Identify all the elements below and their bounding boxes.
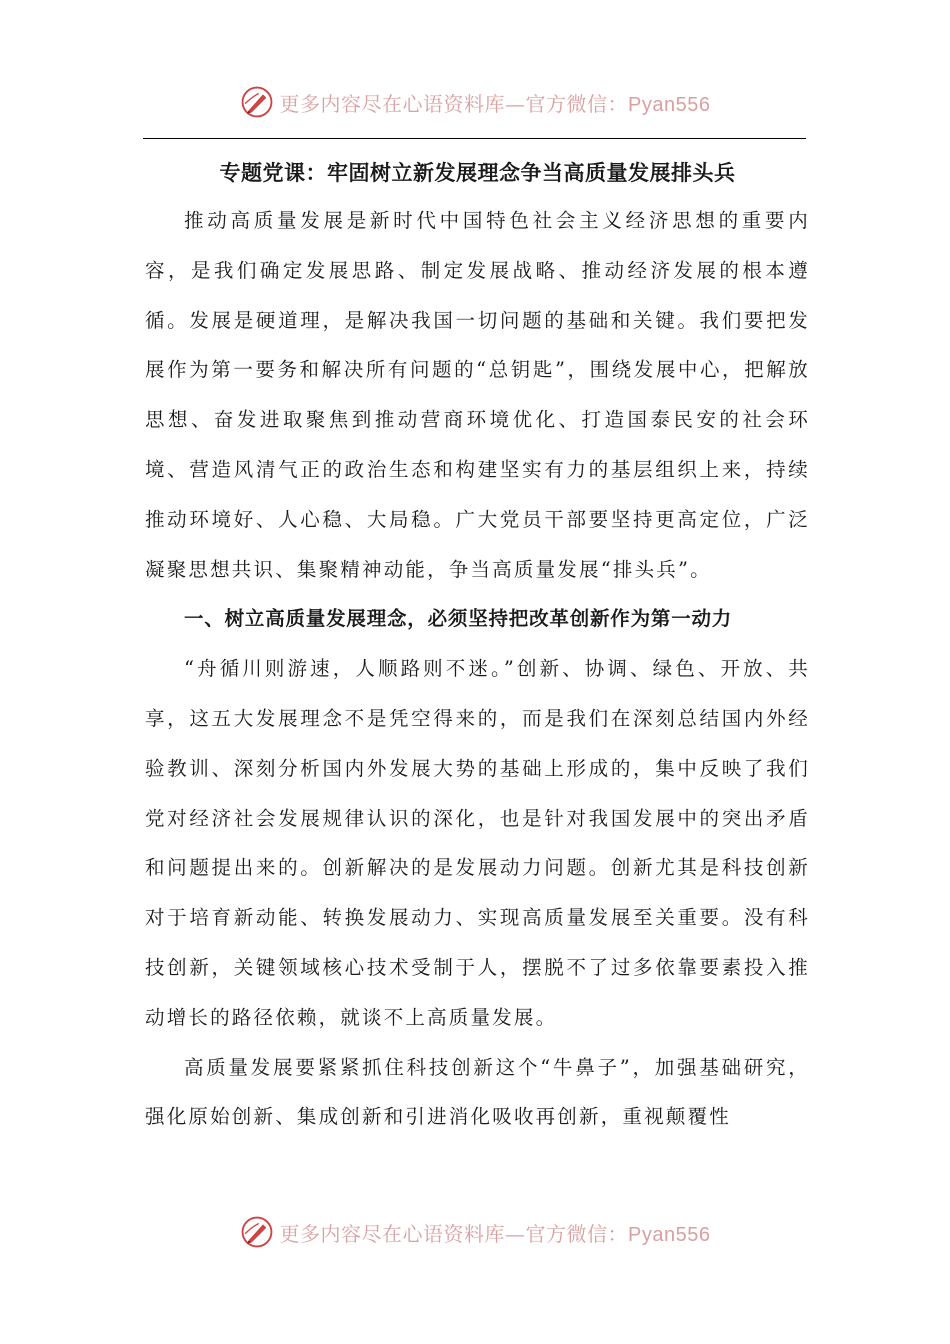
- section-heading-1: 一、树立高质量发展理念，必须坚持把改革创新作为第一动力: [184, 607, 733, 631]
- watermark-suffix: 官方微信：: [525, 91, 629, 116]
- pen-logo-icon: [240, 85, 274, 119]
- watermark-dash: —: [505, 91, 526, 116]
- section1-paragraph-1: “舟循川则游速，人顺路则不迷。”创新、协调、绿色、开放、共享，这五大发展理念不是凭空得来的，而是我们在深刻总结国内外经验教训、深刻分析国内外发展大势的基础上形成的，集中反映了我们党对经济社会发展规律认识的深化，也是针对我国发展中的突出矛盾和问题提出来的。创新解决的是发展动力问题。创新尤其是科技创新对于培育新动能、转换发展动力、实现高质量发展至关重要。没有科技创新，关键领域核心技术受制于人，摆脱不了过多依靠要素投入推动增长的路径依赖，就谈不上高质量发展。: [145, 657, 810, 1029]
- pen-logo-icon: [240, 1215, 274, 1249]
- watermark-suffix: 官方微信：: [525, 1221, 629, 1246]
- section1-paragraph-2: 高质量发展要紧紧抓住科技创新这个“牛鼻子”，加强基础研究，强化原始创新、集成创新和引进消化吸收再创新，重视颠覆性: [145, 1055, 810, 1129]
- watermark-wechat: Pyan556: [628, 93, 711, 116]
- footer-watermark: [0, 1212, 950, 1252]
- header-divider: [143, 138, 806, 139]
- watermark-wechat: Pyan556: [628, 1223, 711, 1246]
- watermark-dash: —: [505, 1221, 526, 1246]
- header-watermark: [0, 82, 950, 122]
- document-title: 专题党课：牢固树立新发展理念争当高质量发展排头兵: [219, 161, 736, 185]
- document-body: [145, 150, 810, 1142]
- watermark-text: 更多内容尽在心语资料库: [279, 1221, 506, 1246]
- intro-paragraph: 推动高质量发展是新时代中国特色社会主义经济思想的重要内容，是我们确定发展思路、制定发展战略、推动经济发展的根本遵循。发展是硬道理，是解决我国一切问题的基础和关键。我们要把发展作为第一要务和解决所有问题的“总钥匙”，围绕发展中心，把解放思想、奋发进取聚焦到推动营商环境优化、打造国泰民安的社会环境、营造风清气正的政治生态和构建坚实有力的基层组织上来，持续推动环境好、人心稳、大局稳。广大党员干部要坚持更高定位，广泛凝聚思想共识、集聚精神动能，争当高质量发展“排头兵”。: [145, 209, 810, 581]
- watermark-text: 更多内容尽在心语资料库: [279, 91, 506, 116]
